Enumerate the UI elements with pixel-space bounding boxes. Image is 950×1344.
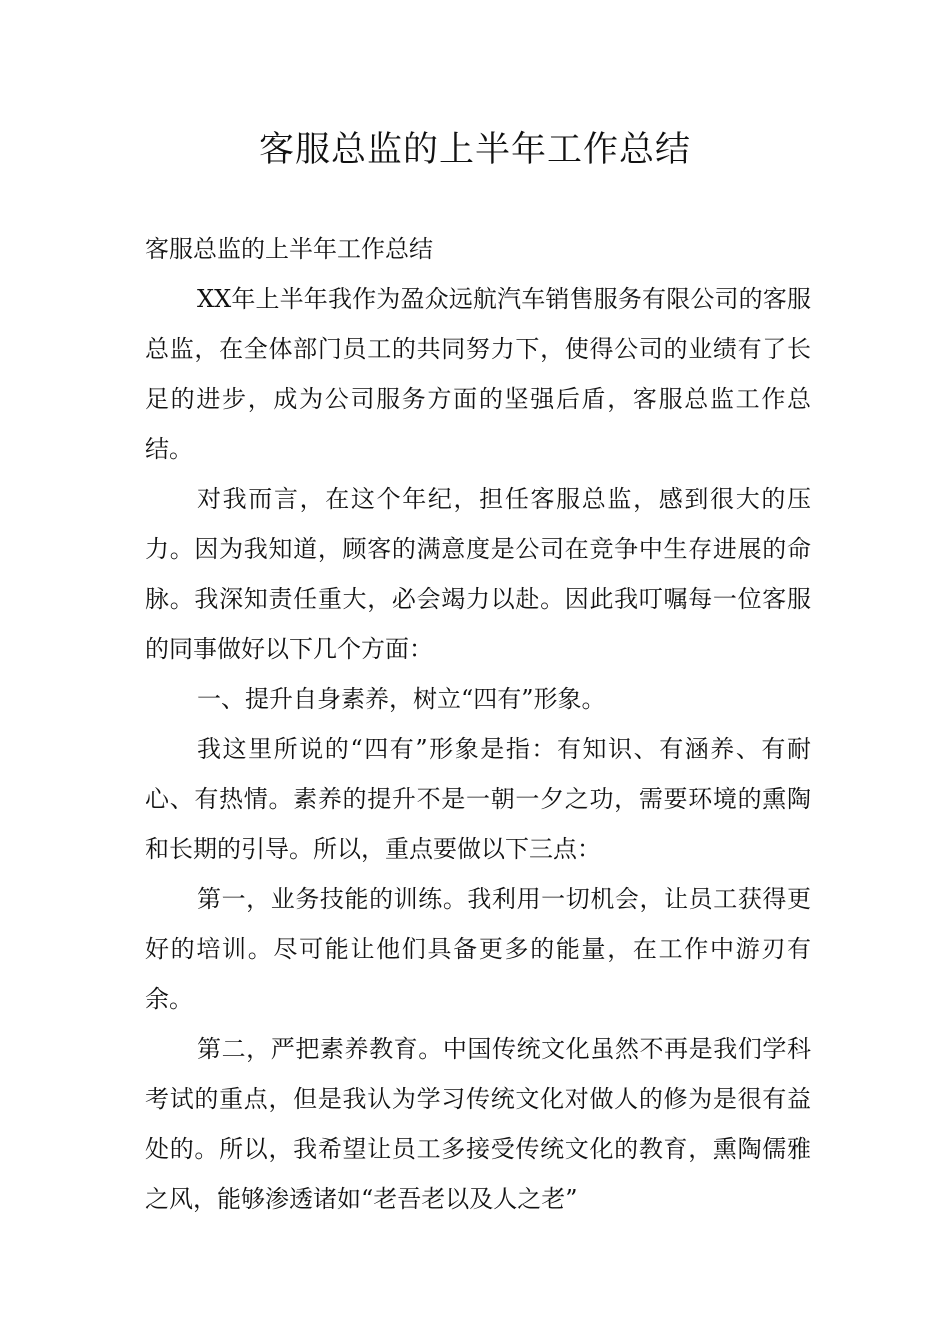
body-paragraph: 第二，严把素养教育。中国传统文化虽然不再是我们学科考试的重点，但是我认为学习传统文化对做人的修为是很有益处的。所以，我希望让员工多接受传统文化的教育，熏陶儒雅之风，能够渗透诸如“老吾老以及人之老” xyxy=(145,1035,811,1213)
body-paragraph: 第一，业务技能的训练。我利用一切机会，让员工获得更好的培训。尽可能让他们具备更多的能量，在工作中游刃有余。 xyxy=(145,885,811,1013)
body-paragraph: 客服总监的上半年工作总结 xyxy=(145,235,433,263)
document-body xyxy=(145,224,811,1224)
body-paragraph: XX年上半年我作为盈众远航汽车销售服务有限公司的客服总监，在全体部门员工的共同努力下，使得公司的业绩有了长足的进步，成为公司服务方面的坚强后盾，客服总监工作总结。 xyxy=(145,285,811,463)
body-paragraph: 我这里所说的“四有”形象是指：有知识、有涵养、有耐心、有热情。素养的提升不是一朝一夕之功，需要环境的熏陶和长期的引导。所以，重点要做以下三点： xyxy=(145,735,811,863)
body-paragraph: 一、提升自身素养，树立“四有”形象。 xyxy=(197,685,606,713)
body-paragraph: 对我而言，在这个年纪，担任客服总监，感到很大的压力。因为我知道，顾客的满意度是公司在竞争中生存进展的命脉。我深知责任重大，必会竭力以赴。因此我叮嘱每一位客服的同事做好以下几个方面： xyxy=(145,485,811,663)
document-title: 客服总监的上半年工作总结 xyxy=(258,130,691,170)
